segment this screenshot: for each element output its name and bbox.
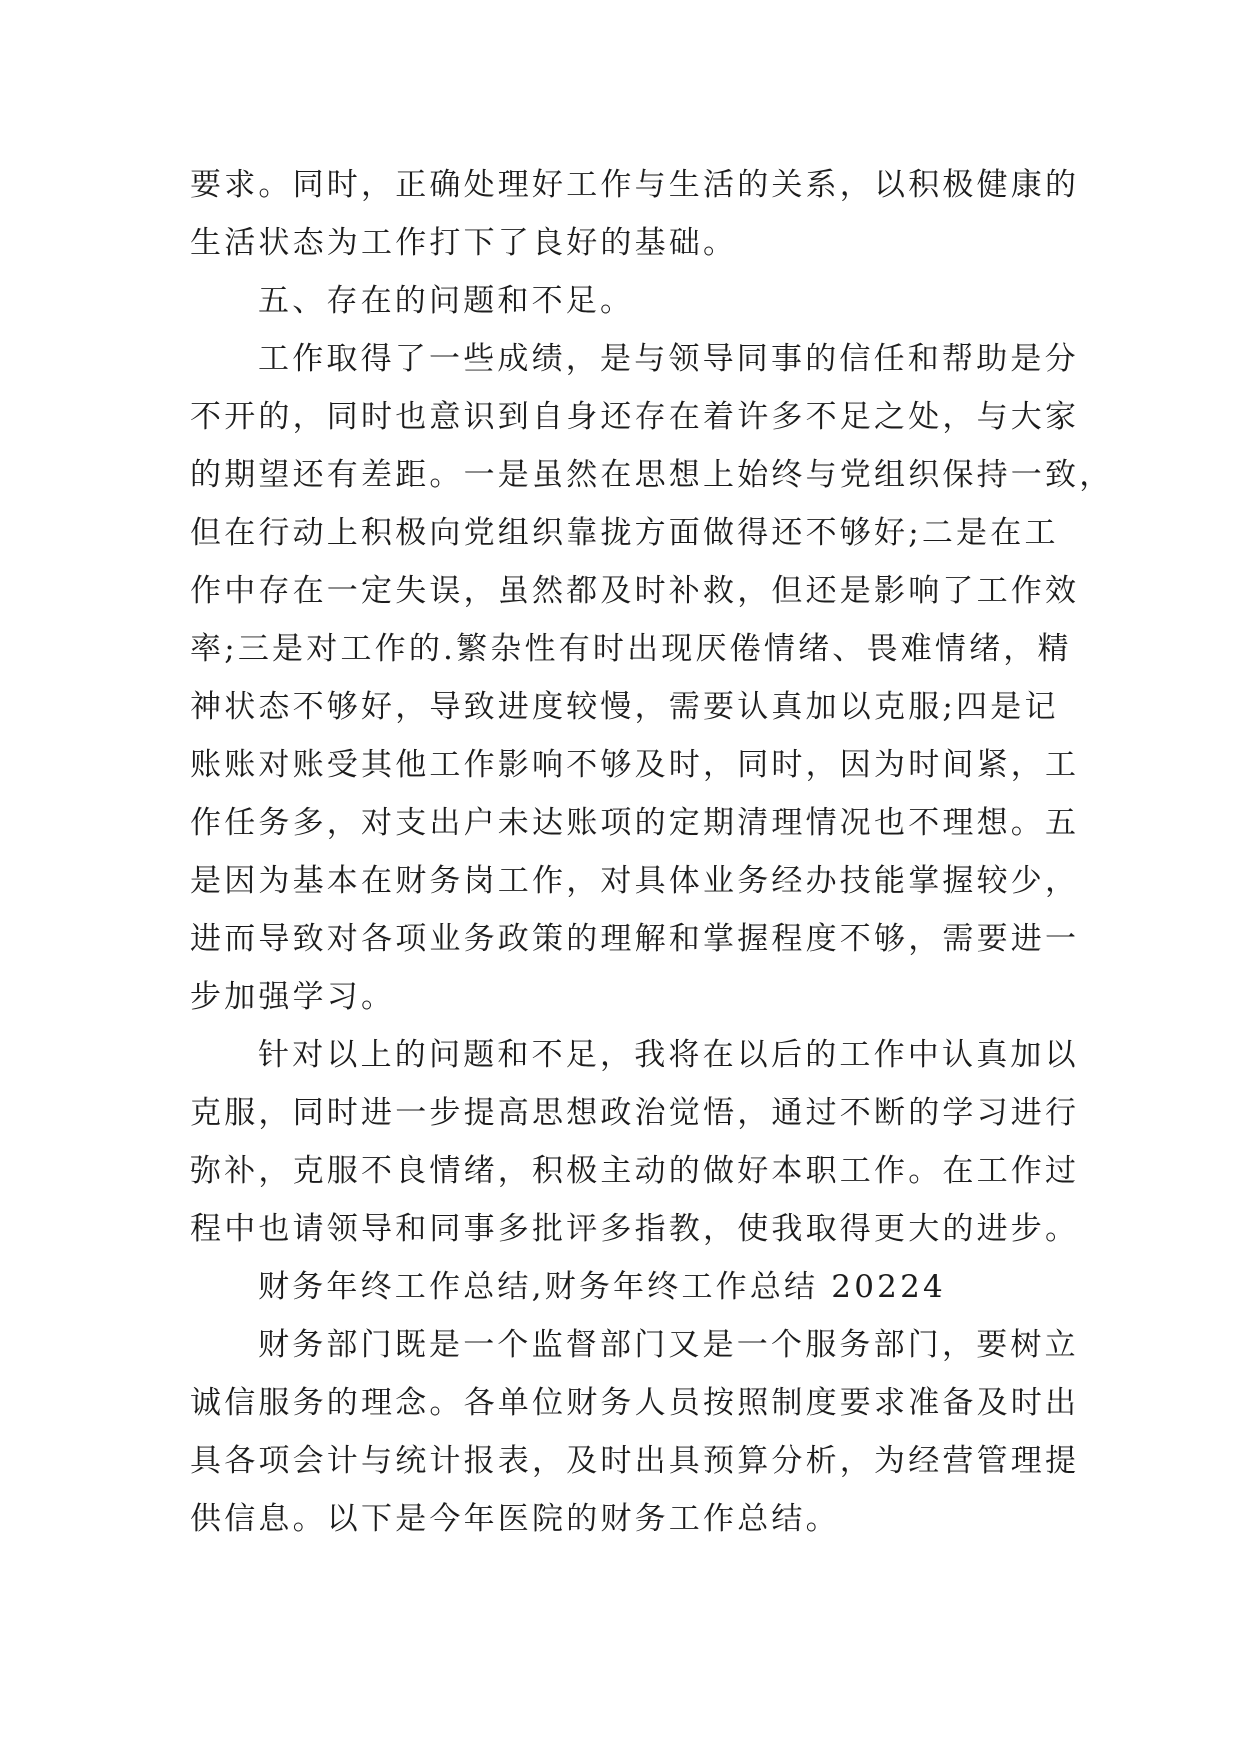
text-line: 供信息。以下是今年医院的财务工作总结。 (190, 1501, 840, 1537)
text-line: 财务年终工作总结,财务年终工作总结 20224 (258, 1269, 946, 1305)
text-line: 诚信服务的理念。各单位财务人员按照制度要求准备及时出 (190, 1385, 1080, 1421)
text-line: 作任务多，对支出户未达账项的定期清理情况也不理想。五 (190, 805, 1080, 841)
text-line: 工作取得了一些成绩，是与领导同事的信任和帮助是分 (258, 341, 1079, 377)
text-line: 要求。同时，正确处理好工作与生活的关系，以积极健康的 (190, 167, 1080, 203)
text-line: 率;三是对工作的.繁杂性有时出现厌倦情绪、畏难情绪，精 (190, 631, 1072, 667)
text-line: 神状态不够好，导致进度较慢，需要认真加以克服;四是记 (190, 689, 1059, 725)
text-line: 是因为基本在财务岗工作，对具体业务经办技能掌握较少， (190, 863, 1080, 899)
text-line: 但在行动上积极向党组织靠拢方面做得还不够好;二是在工 (190, 515, 1059, 551)
text-line: 弥补，克服不良情绪，积极主动的做好本职工作。在工作过 (190, 1153, 1080, 1189)
text-line: 生活状态为工作打下了良好的基础。 (190, 225, 738, 261)
text-line: 作中存在一定失误，虽然都及时补救，但还是影响了工作效 (190, 573, 1080, 609)
document-body (190, 156, 1114, 1548)
text-line: 不开的，同时也意识到自身还存在着许多不足之处，与大家 (190, 399, 1080, 435)
text-line: 进而导致对各项业务政策的理解和掌握程度不够，需要进一 (190, 921, 1080, 957)
text-line: 财务部门既是一个监督部门又是一个服务部门，要树立 (258, 1327, 1079, 1363)
text-line: 步加强学习。 (190, 979, 396, 1015)
text-line: 克服，同时进一步提高思想政治觉悟，通过不断的学习进行 (190, 1095, 1080, 1131)
text-line: 针对以上的问题和不足，我将在以后的工作中认真加以 (258, 1037, 1079, 1073)
text-line: 具各项会计与统计报表，及时出具预算分析，为经营管理提 (190, 1443, 1080, 1479)
text-line: 账账对账受其他工作影响不够及时，同时，因为时间紧，工 (190, 747, 1080, 783)
text-line: 五、存在的问题和不足。 (258, 283, 635, 319)
text-line: 的期望还有差距。一是虽然在思想上始终与党组织保持一致， (190, 457, 1114, 493)
text-line: 程中也请领导和同事多批评多指教，使我取得更大的进步。 (190, 1211, 1080, 1247)
